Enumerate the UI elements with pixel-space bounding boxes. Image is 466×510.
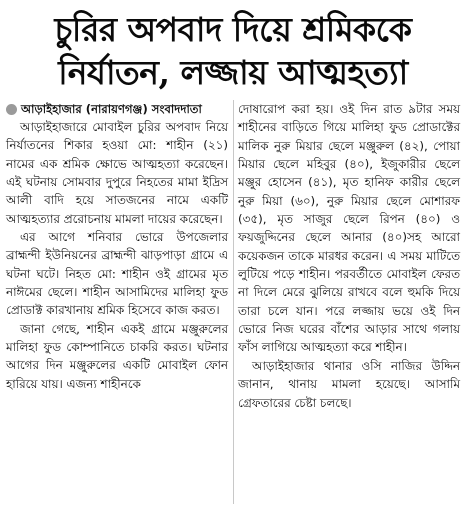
paragraph: দোষারোপ করা হয়। ওই দিন রাত ৯টার সময় শাহীনের বাড়িতে গিয়ে মালিহা ফুড প্রোডাক্টের মালিক নুরু মিয়ার ছেলে মঞ্জুরুল (৪২), পোয়া মিয়ার ছেলে মহিবুর (৪০), ইজুকারীর ছেলে মঞ্জুর হোসেন (৪১), মৃত হানিফ কারীর ছেলে নুরু মিয়া (৬০), নুরু মিয়ার ছেলে মোশারফ (৩৫), মৃত সাজুর ছেলে রিপন (৪০) ও ফয়জুদ্দিনের ছেলে আনার (৪০)সহ আরো কয়েকজন তাকে মারধর করেন। এ সময় মাটিতে লুটিয়ে পড়ে শাহীন। পরবর্তীতে মোবাইল ফেরত না দিলে মেরে ঝুলিয়ে রাখবে বলে হুমকি দিয়ে তারা চলে যান। পরে লজ্জায় ভয়ে ওই দিন ভোরে নিজ ঘরের বাঁশের আড়ার সাথে গলায় ফাঁস লাগিয়ে আত্মহত্যা করে শাহীন। <box>238 102 460 355</box>
article-body <box>6 100 460 506</box>
paragraph: জানা গেছে, শাহীন একই গ্রামে মঞ্জুরুলের মালিহা ফুড কোম্পানিতে চাকরি করত। ঘটনার আগের দিন মঞ্জুরুলের একটি মোবাইল ফোন হারিয়ে যায়। এজন্য শাহীনকে <box>6 321 228 391</box>
paragraph: এর আগে শনিবার ভোরে উপজেলার ব্রাহ্মন্দী ইউনিয়নের ব্রাহ্মন্দী ঝাড়পাড়া গ্রামে এ ঘটনা ঘটে। নিহত মো: শাহীন ওই গ্রামের মৃত নাঈমের ছেলে। শাহীন আসামিদের মালিহা ফুড প্রোডাক্ট কারখানায় শ্রমিক হিসেবে কাজ করত। <box>6 230 228 318</box>
headline-line-1: চুরির অপবাদ দিয়ে শ্রমিককে <box>54 10 412 49</box>
headline-line-2: নির্যাতন, লজ্জায় আত্মহত্যা <box>58 53 408 92</box>
bullet-icon <box>6 104 17 115</box>
left-column <box>6 100 228 506</box>
byline <box>6 100 228 118</box>
byline-text: আড়াইহাজার (নারায়ণগঞ্জ) সংবাদদাতা <box>21 102 202 116</box>
right-column <box>238 100 460 506</box>
paragraph: আড়াইহাজারে মোবাইল চুরির অপবাদ নিয়ে নির্যাতনের শিকার হওয়া মো: শাহীন (২১) নামের এক শ্রমিক ক্ষোভে আত্মহত্যা করেছেন। এই ঘটনায় সোমবার দুপুরে নিহতের মামা ইদ্রিস আলী বাদি হয়ে সাতজনের নামে একটি আত্মহত্যার প্ররোচনায় মামলা দায়ের করেছেন। <box>6 120 228 226</box>
headline <box>0 0 466 94</box>
paragraph: আড়াইহাজার থানার ওসি নাজির উদ্দিন জানান, থানায় মামলা হয়েছে। আসামি গ্রেফতারের চেষ্টা চলছে। <box>238 358 460 410</box>
